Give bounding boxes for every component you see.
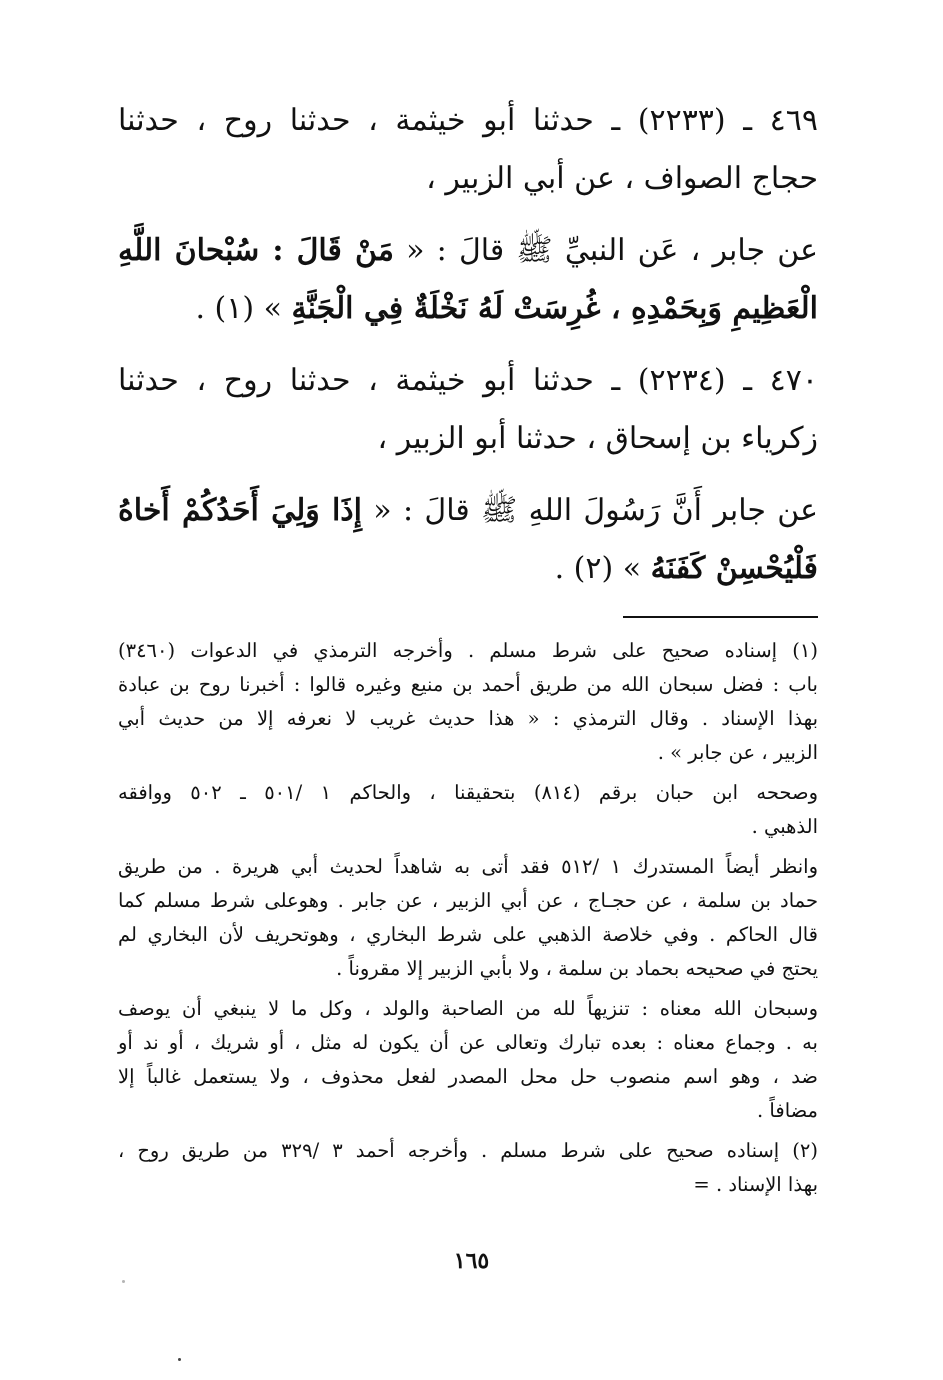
footnote-1 [118,634,818,770]
matn-line: عن جابر ، عَن النبيِّ ﷺ قالَ : « مَنْ قَالَ : سُبْحانَ اللَّهِ [118,233,818,268]
footnote-line: وسبحان الله معناه : تنزيهاً لله من الصاحبة والولد ، وكل ما لا ينبغي أن يوصف [118,997,818,1020]
footnote-1-see-also [118,850,818,986]
page-number: ١٦٥ [453,1248,490,1274]
footnote-line: يحتج في صحيحه بحماد بن سلمة ، ولا بأبي الزبير إلا مقروناً . [336,957,818,980]
isnad-line: ٤٦٩ ـ (٢٢٣٣) ـ حدثنا أبو خيثمة ، حدثنا روح ، حدثنا [118,103,818,138]
isnad-line: حجاج الصواف ، عن أبي الزبير ، [426,161,818,196]
footnote-line: قال الحاكم . وفي خلاصة الذهبي على شرط البخاري ، وهوتحريف لأن البخاري لم [118,923,818,946]
footnote-line: (١) إسناده صحيح على شرط مسلم . وأخرجه الترمذي في الدعوات (٣٤٦٠) [118,639,818,662]
footnote-line: (٢) إسناده صحيح على شرط مسلم . وأخرجه أحمد ٣ /٣٢٩ من طريق روح ، [118,1139,818,1162]
scan-speck [122,1280,125,1283]
footnote-line: وانظر أيضاً المستدرك ١ /٥١٢ فقد أتى به شاهداً لحديث أبي هريرة . من طريق [118,855,818,878]
footnote-line: بهذا الإسناد . وقال الترمذي : « هذا حديث غريب لا نعرفه إلا من حديث أبي [118,707,818,730]
footnote-line: وصححه ابن حبان برقم (٨١٤) بتحقيقنا ، والحاكم ١ /٥٠١ ـ ٥٠٢ ووافقه [118,781,818,804]
isnad-line: ٤٧٠ ـ (٢٢٣٤) ـ حدثنا أبو خيثمة ، حدثنا روح ، حدثنا [118,363,818,398]
hadith-470 [118,352,818,598]
matn-line: الْعَظِيمِ وَبِحَمْدِهِ ، غُرِسَتْ لَهُ نَخْلَةٌ فِي الْجَنَّةِ » (١) . [195,291,818,326]
hadith-469 [118,92,818,338]
footnote-line: به . وجماع معناه : بعده تبارك وتعالى عن أن يكون له مثل ، أو شريك ، أو ند أو [118,1031,818,1054]
footnote-1-meaning [118,992,818,1128]
footnote-line: حماد بن سلمة ، عن حجـاج ، عن أبي الزبير ، عن جابر . وهوعلى شرط مسلم كما [118,889,818,912]
page-body [118,92,818,1202]
footnote-line: ضد ، وهو اسم منصوب حل محل المصدر لفعل محذوف ، ولا يستعمل غالباً إلا [118,1065,818,1088]
scan-speck [178,1358,181,1361]
matn-line: عن جابر أَنَّ رَسُولَ اللهِ ﷺ قالَ : « إِذَا وَلِيَ أَحَدُكُمْ أَخاهُ [118,493,818,528]
footnote-divider [623,616,818,618]
footnote-line: باب : فضل سبحان الله من طريق أحمد بن منيع وغيره قالوا : أخبرنا روح بن عبادة [118,673,818,696]
isnad-line: زكرياء بن إسحاق ، حدثنا أبو الزبير ، [377,421,818,456]
footnote-line: مضافاً . [757,1099,818,1122]
footnote-1-continued [118,776,818,844]
matn-line: فَلْيُحْسِنْ كَفَنَهُ » (٢) . [554,551,818,586]
footnote-line: الذهبي . [751,815,818,838]
footnote-2 [118,1134,818,1202]
footnote-line: بهذا الإسناد . = [693,1173,818,1196]
footnote-line: الزبير ، عن جابر » . [657,741,818,764]
